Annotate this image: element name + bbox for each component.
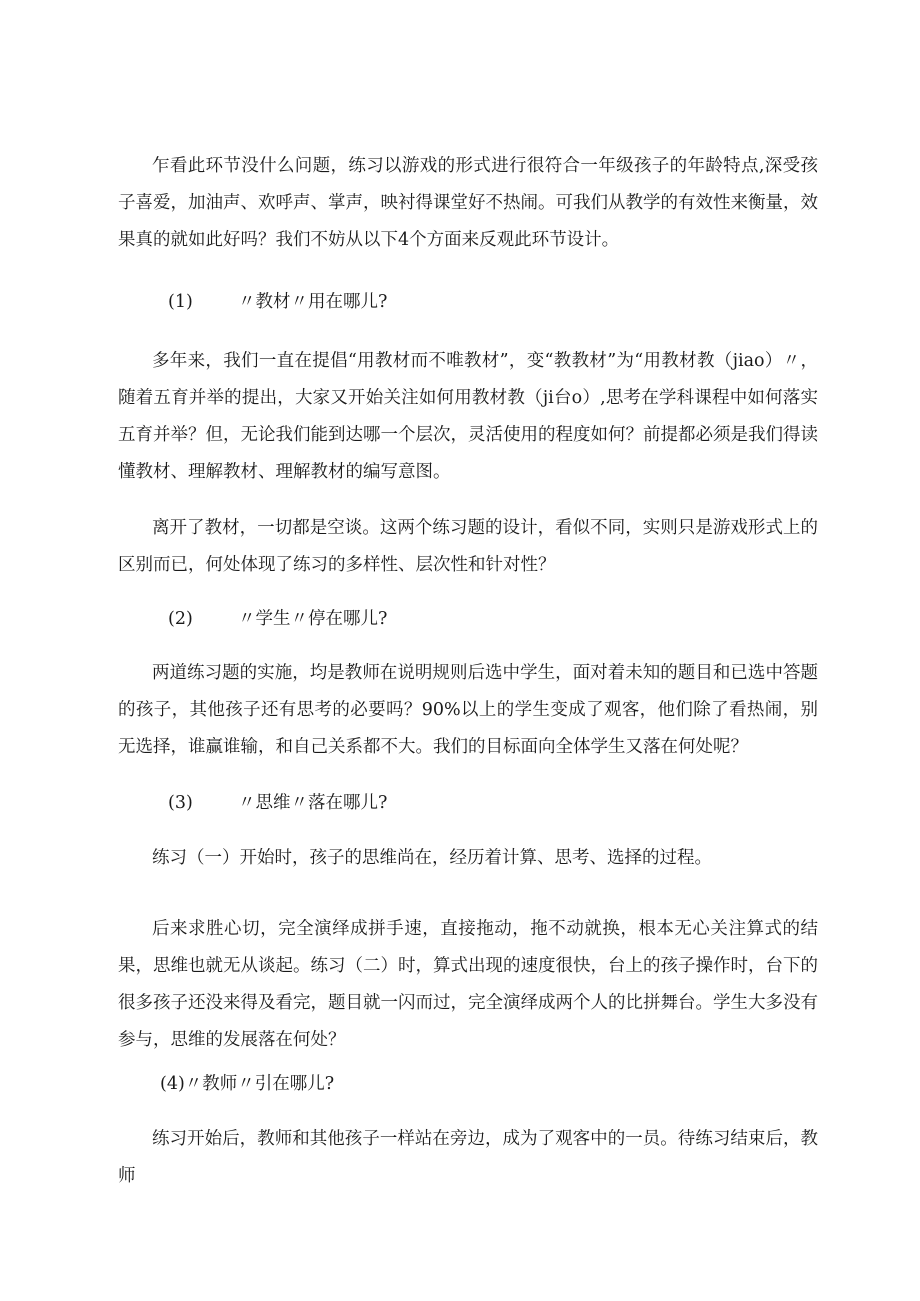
paragraph-textbook: 多年来，我们一直在提倡“用教材而不唯教材”，变“教教材”为“用教材教（jiao）〃，随着五育并举的提出，大家又开始关注如何用教材教（ji台o）,思考在学科课程中如何落实五育并举？但，无论我们能到达哪一个层次，灵活使用的程度如何？前提都必须是我们得读懂教材、理解教材、理解教材的编写意图。	[118, 351, 818, 482]
paragraph-thinking-start: 练习（一）开始时，孩子的思维尚在，经历着计算、思考、选择的过程。	[152, 848, 712, 868]
section-heading-3	[168, 785, 387, 822]
section-heading-2	[168, 601, 387, 638]
paragraph-students: 两道练习题的实施，均是教师在说明规则后选中学生，面对着未知的题目和已选中答题的孩子，其他孩子还有思考的必要吗？90%以上的学生变成了观客，他们除了看热闹，别无选择，谁赢谁输，和自己关系都不大。我们的目标面向全体学生又落在何处呢？	[118, 663, 818, 757]
section-number: (1)	[168, 292, 193, 312]
section-number: (3)	[168, 793, 193, 813]
section-number: (2)	[168, 609, 193, 629]
section-heading-1	[168, 284, 387, 321]
paragraph-thinking-later: 后来求胜心切，完全演绎成拼手速，直接拖动，拖不动就换，根本无心关注算式的结果，思维也就无从谈起。练习（二）时，算式出现的速度很快，台上的孩子操作时，台下的很多孩子还没来得及看完，题目就一闪而过，完全演绎成两个人的比拼舞台。学生大多没有参与，思维的发展落在何处？	[118, 919, 818, 1050]
paragraph-intro: 乍看此环节没什么问题，练习以游戏的形式进行很符合一年级孩子的年龄特点,深受孩子喜爱，加油声、欢呼声、掌声，映衬得课堂好不热闹。可我们从教学的有效性来衡量，效果真的就如此好吗？我们不妨从以下4个方面来反观此环节设计。	[118, 156, 818, 250]
section-title: 〃教师〃引在哪儿?	[184, 1074, 335, 1094]
section-title: 〃学生〃停在哪儿?	[238, 609, 388, 629]
section-heading-4	[160, 1066, 334, 1103]
section-number: (4)	[160, 1074, 185, 1094]
paragraph-away-from-textbook: 离开了教材，一切都是空谈。这两个练习题的设计，看似不同，实则只是游戏形式上的区别而已，何处体现了练习的多样性、层次性和针对性？	[118, 518, 818, 575]
section-title: 〃教材〃用在哪儿?	[238, 292, 388, 312]
paragraph-teacher: 练习开始后，教师和其他孩子一样站在旁边，成为了观客中的一员。待练习结束后，教师	[118, 1129, 818, 1186]
section-title: 〃思维〃落在哪儿?	[238, 793, 388, 813]
